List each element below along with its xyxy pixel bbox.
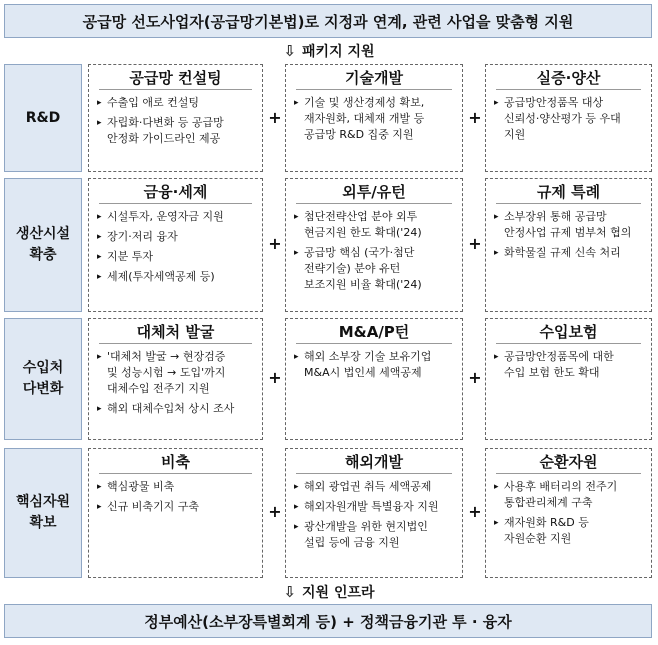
list-item: ▸ 해외 광업권 취득 세액공제 — [294, 479, 458, 495]
support-infra-label: 지원 인프라 — [302, 585, 375, 601]
package-support-arrow — [0, 40, 658, 62]
row-label: 수입처 다변화 — [4, 318, 82, 440]
card-items — [97, 479, 258, 519]
row-critical-resources — [4, 448, 652, 578]
list-item: ▸ '대체처 발굴 → 현장검증 및 성능시험 → 도입'까지 대체수입 전주기 지원 — [97, 349, 258, 397]
package-support-label: 패키지 지원 — [302, 44, 375, 60]
card-title: 수입보험 — [539, 323, 598, 341]
list-item: ▸ 재자원화 R&D 등 자원순환 지원 — [494, 515, 647, 547]
footer-text: 정부예산(소부장특별회계 등) + 정책금융기관 투 · 융자 — [144, 612, 512, 631]
header-text: 공급망 선도사업자(공급망기본법)로 지정과 연계, 관련 사업을 맞춤형 지원 — [82, 12, 574, 31]
plus-sign: + — [268, 502, 282, 521]
card-items — [294, 95, 458, 147]
card-title: 외투/유턴 — [342, 183, 406, 201]
row-label: R&D — [4, 64, 82, 172]
card-tech-development — [285, 64, 463, 172]
row-rnd — [4, 64, 652, 172]
list-item: ▸ 핵심광물 비축 — [97, 479, 258, 495]
row-production-facilities — [4, 178, 652, 312]
title-underline — [296, 473, 452, 474]
card-items — [294, 479, 458, 555]
card-title: 해외개발 — [345, 453, 403, 471]
title-underline — [496, 89, 641, 90]
list-item: ▸ 해외 소부장 기술 보유기업 M&A시 법인세 세액공제 — [294, 349, 458, 381]
card-circular-resources — [485, 448, 652, 578]
title-underline — [496, 343, 641, 344]
plus-sign: + — [268, 234, 282, 253]
list-item: ▸ 공급망안정품목 대상 신뢰성·양산평가 등 우대 지원 — [494, 95, 647, 143]
card-import-insurance — [485, 318, 652, 440]
title-underline — [296, 203, 452, 204]
plus-sign: + — [468, 502, 482, 521]
title-underline — [99, 203, 252, 204]
card-title: 실증·양산 — [536, 69, 601, 87]
title-underline — [496, 203, 641, 204]
row-import-diversification — [4, 318, 652, 440]
list-item: ▸ 공급망안정품목에 대한 수입 보험 한도 확대 — [494, 349, 647, 381]
card-m-and-a — [285, 318, 463, 440]
card-items — [494, 349, 647, 385]
footer-banner — [4, 604, 652, 638]
card-items — [494, 95, 647, 147]
card-items — [494, 479, 647, 551]
list-item: ▸ 시설투자, 운영자금 지원 — [97, 209, 258, 225]
card-title: 대체처 발굴 — [136, 323, 215, 341]
plus-sign: + — [468, 368, 482, 387]
card-foreign-investment-reshoring — [285, 178, 463, 312]
card-items — [97, 209, 258, 289]
card-items — [294, 349, 458, 385]
list-item: ▸ 장기·저리 융자 — [97, 229, 258, 245]
list-item: ▸ 첨단전략산업 분야 외투 현금지원 한도 확대('24) — [294, 209, 458, 241]
list-item: ▸ 광산개발을 위한 현지법인 설립 등에 금융 지원 — [294, 519, 458, 551]
list-item: ▸ 해외자원개발 특별융자 지원 — [294, 499, 458, 515]
list-item: ▸ 자립화·다변화 등 공급망 안정화 가이드라인 제공 — [97, 115, 258, 147]
list-item: ▸ 화학물질 규제 신속 처리 — [494, 245, 647, 261]
row-label: 생산시설 확충 — [4, 178, 82, 312]
list-item: ▸ 사용후 배터리의 전주기 통합관리체계 구축 — [494, 479, 647, 511]
card-title: 비축 — [161, 453, 190, 471]
title-underline — [496, 473, 641, 474]
card-regulatory-exemption — [485, 178, 652, 312]
list-item: ▸ 수출입 애로 컨설팅 — [97, 95, 258, 111]
card-supply-chain-consulting — [88, 64, 263, 172]
list-item: ▸ 지분 투자 — [97, 249, 258, 265]
card-title: 금융·세제 — [143, 183, 208, 201]
down-arrow-icon: ⇩ — [283, 42, 297, 60]
support-infra-arrow — [0, 581, 658, 603]
list-item: ▸ 해외 대체수입처 상시 조사 — [97, 401, 258, 417]
card-finance-tax — [88, 178, 263, 312]
card-items — [294, 209, 458, 297]
title-underline — [296, 89, 452, 90]
card-items — [97, 95, 258, 151]
card-items — [494, 209, 647, 265]
card-demonstration-production — [485, 64, 652, 172]
title-underline — [99, 343, 252, 344]
list-item: ▸ 기술 및 생산경제성 확보, 재자원화, 대체재 개발 등 공급망 R&D 집중 지원 — [294, 95, 458, 143]
plus-sign: + — [268, 368, 282, 387]
list-item: ▸ 세제(투자세액공제 등) — [97, 269, 258, 285]
list-item: ▸ 소부장위 통해 공급망 안정사업 규제 범부처 협의 — [494, 209, 647, 241]
card-title: 순환자원 — [539, 453, 598, 471]
plus-sign: + — [268, 108, 282, 127]
title-underline — [296, 343, 452, 344]
card-title: 규제 특례 — [536, 183, 601, 201]
card-stockpile — [88, 448, 263, 578]
card-title: 기술개발 — [345, 69, 403, 87]
title-underline — [99, 89, 252, 90]
card-items — [97, 349, 258, 421]
card-title: 공급망 컨설팅 — [129, 69, 222, 87]
title-underline — [99, 473, 252, 474]
list-item: ▸ 신규 비축기지 구축 — [97, 499, 258, 515]
header-banner — [4, 4, 652, 38]
card-alternative-sourcing — [88, 318, 263, 440]
card-overseas-development — [285, 448, 463, 578]
list-item: ▸ 공급망 핵심 (국가·첨단 전략기술) 분야 유턴 보조지원 비율 확대('24) — [294, 245, 458, 293]
card-title: M&A/P턴 — [338, 323, 410, 341]
row-label: 핵심자원 확보 — [4, 448, 82, 578]
plus-sign: + — [468, 108, 482, 127]
down-arrow-icon: ⇩ — [283, 583, 297, 601]
plus-sign: + — [468, 234, 482, 253]
